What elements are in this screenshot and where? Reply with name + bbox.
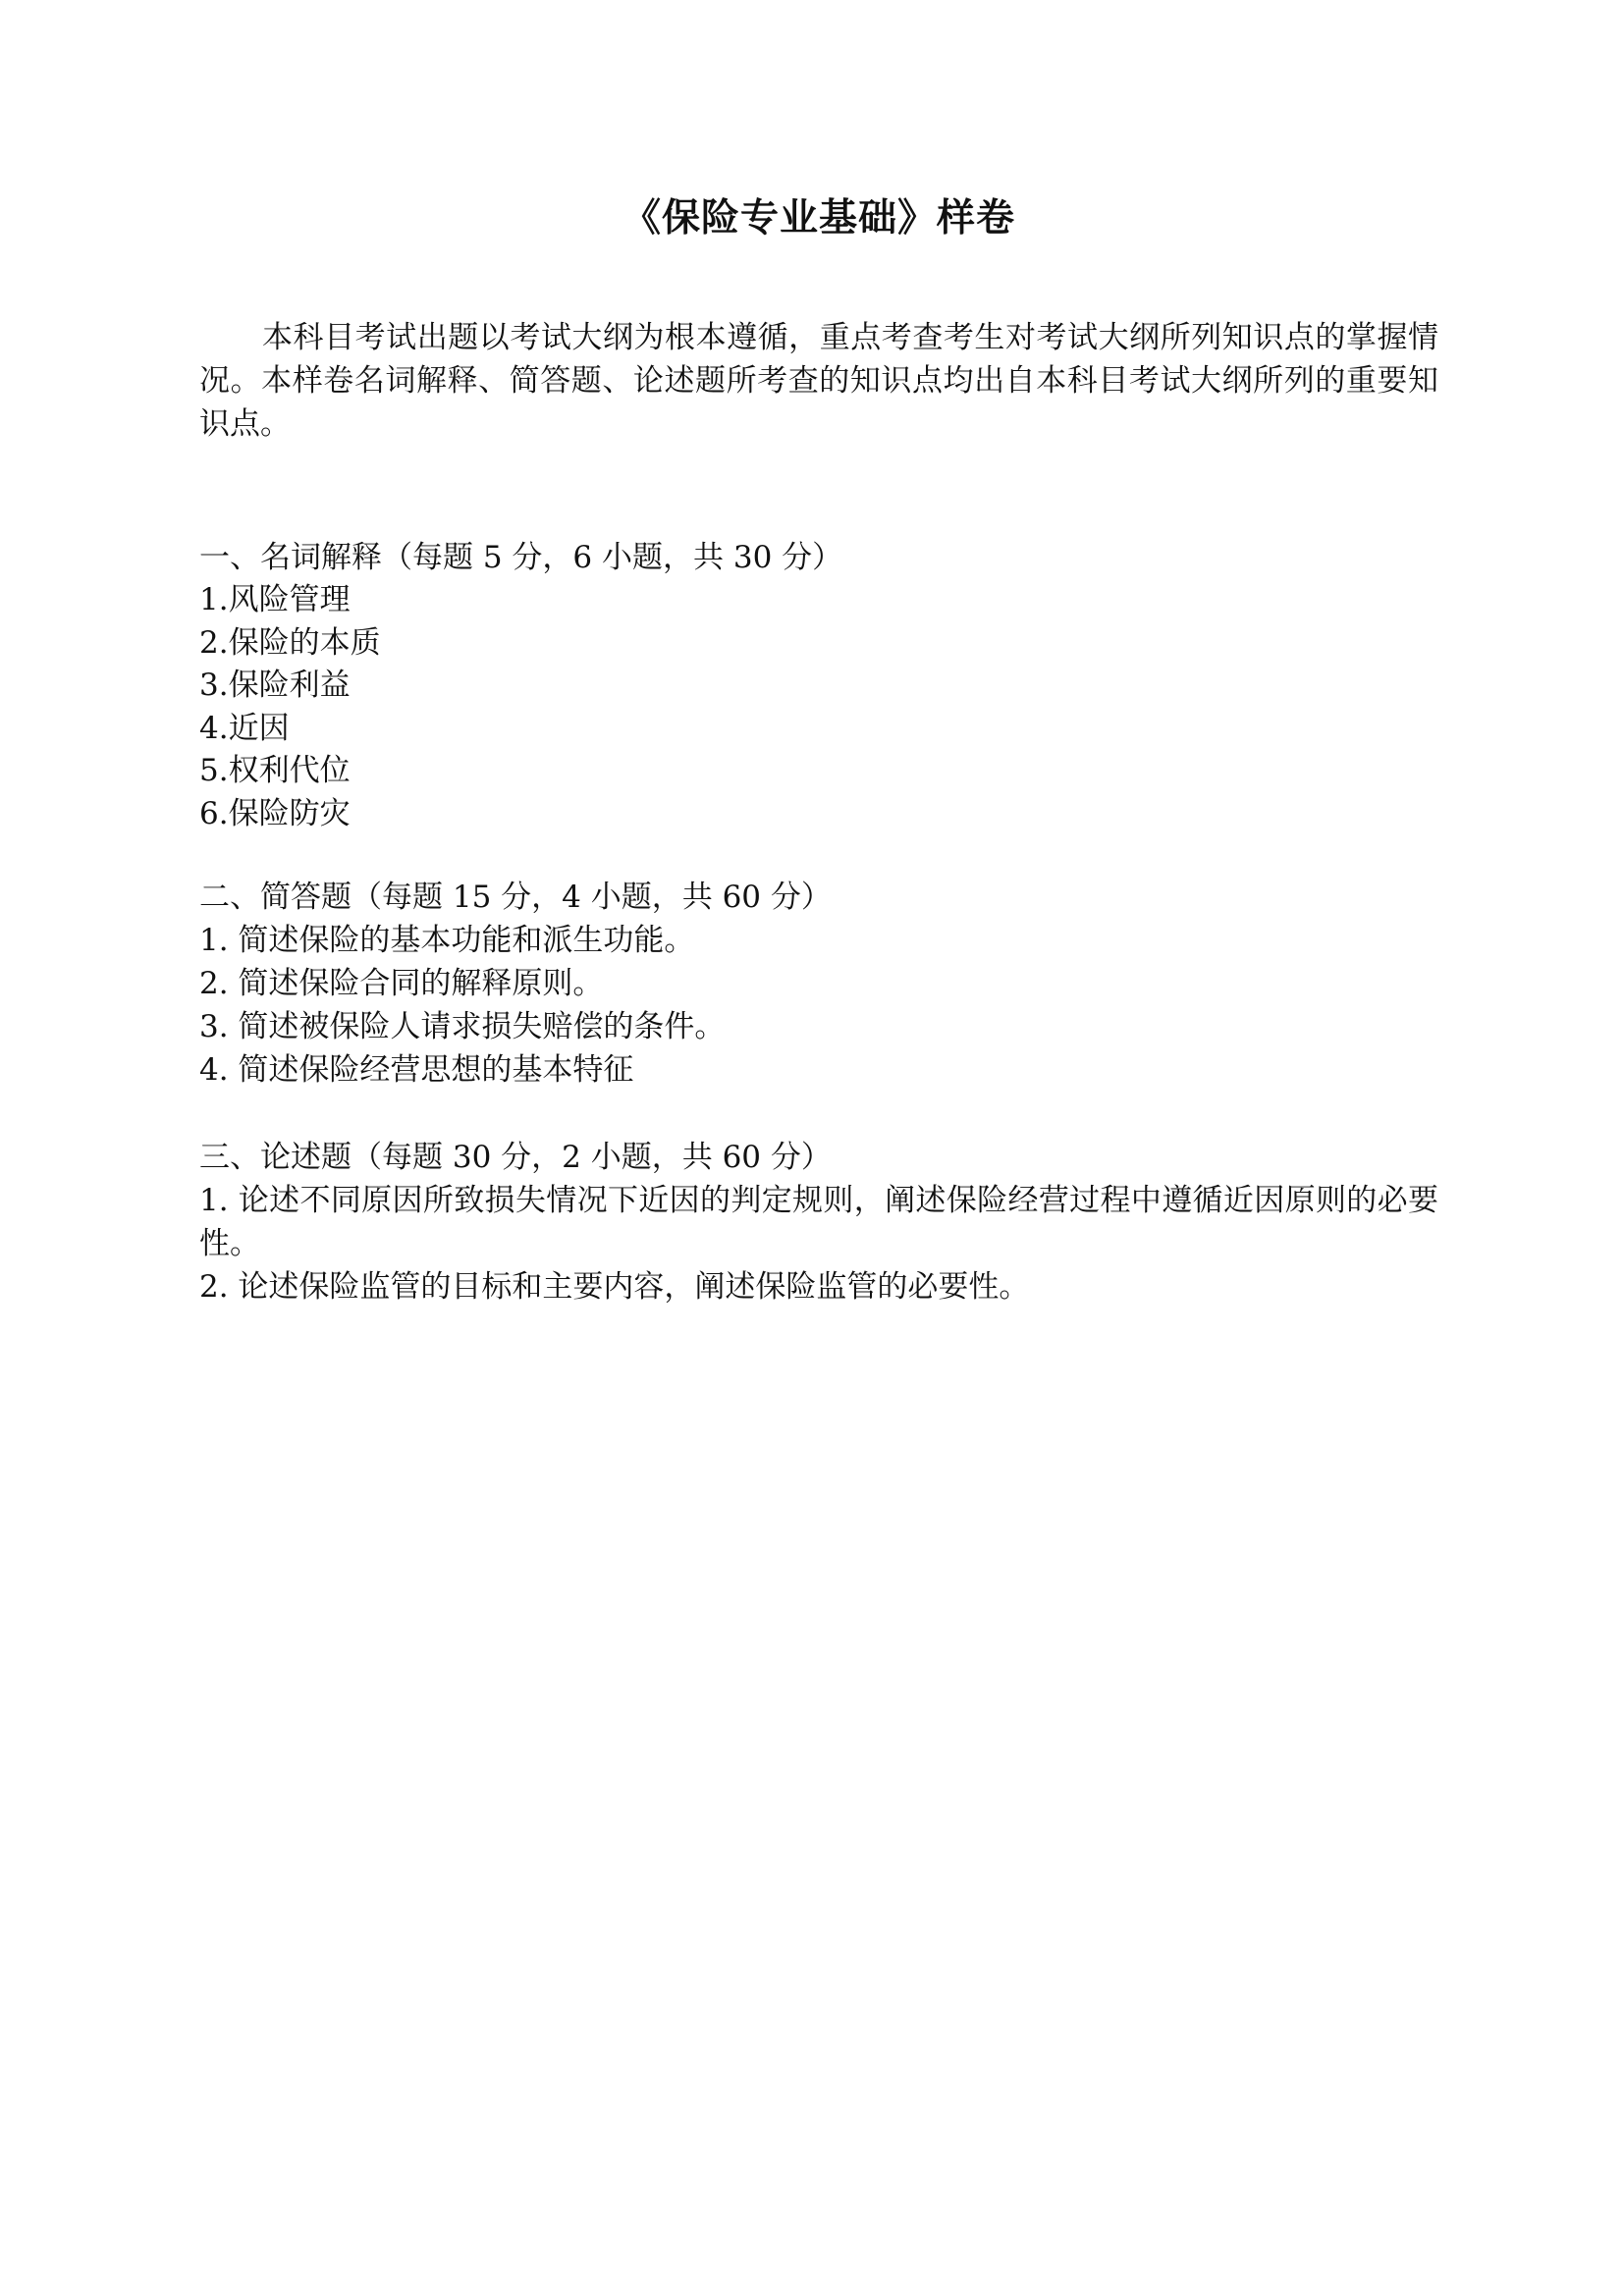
document-title: 《保险专业基础》样卷 — [622, 195, 1015, 241]
document-page — [199, 0, 1438, 2296]
question-item: 2. 简述保险合同的解释原则。 — [199, 966, 604, 1001]
section-heading: 一、名词解释（每题 5 分，6 小题，共 30 分） — [199, 540, 843, 575]
question-list — [199, 919, 1438, 1092]
question-item: 1.风险管理 — [199, 582, 351, 617]
question-item: 1. 论述不同原因所致损失情况下近因的判定规则，阐述保险经营过程中遵循近因原则的必要性。 — [199, 1183, 1438, 1261]
question-item: 2.保险的本质 — [199, 624, 381, 661]
question-item: 5.权利代位 — [199, 753, 351, 788]
question-item: 3.保险利益 — [199, 667, 351, 703]
question-item: 6.保险防灾 — [199, 795, 351, 831]
question-item: 4.近因 — [199, 710, 290, 746]
section-short-answer — [199, 876, 1438, 1092]
question-list — [199, 579, 1438, 835]
section-essay — [199, 1136, 1438, 1308]
section-heading: 二、简答题（每题 15 分，4 小题，共 60 分） — [199, 880, 832, 915]
question-list — [199, 1179, 1438, 1308]
intro-paragraph: 本科目考试出题以考试大纲为根本遵循，重点考查考生对考试大纲所列知识点的掌握情况。本样卷名词解释、简答题、论述题所考查的知识点均出自本科目考试大纲所列的重要知识点。 — [199, 320, 1438, 442]
question-item: 1. 简述保险的基本功能和派生功能。 — [199, 923, 695, 958]
section-heading: 三、论述题（每题 30 分，2 小题，共 60 分） — [199, 1140, 832, 1175]
question-item: 4. 简述保险经营思想的基本特征 — [199, 1052, 634, 1088]
question-item: 3. 简述被保险人请求损失赔偿的条件。 — [199, 1009, 726, 1044]
question-item: 2. 论述保险监管的目标和主要内容，阐述保险监管的必要性。 — [199, 1269, 1030, 1305]
section-term-definitions — [199, 536, 1438, 835]
